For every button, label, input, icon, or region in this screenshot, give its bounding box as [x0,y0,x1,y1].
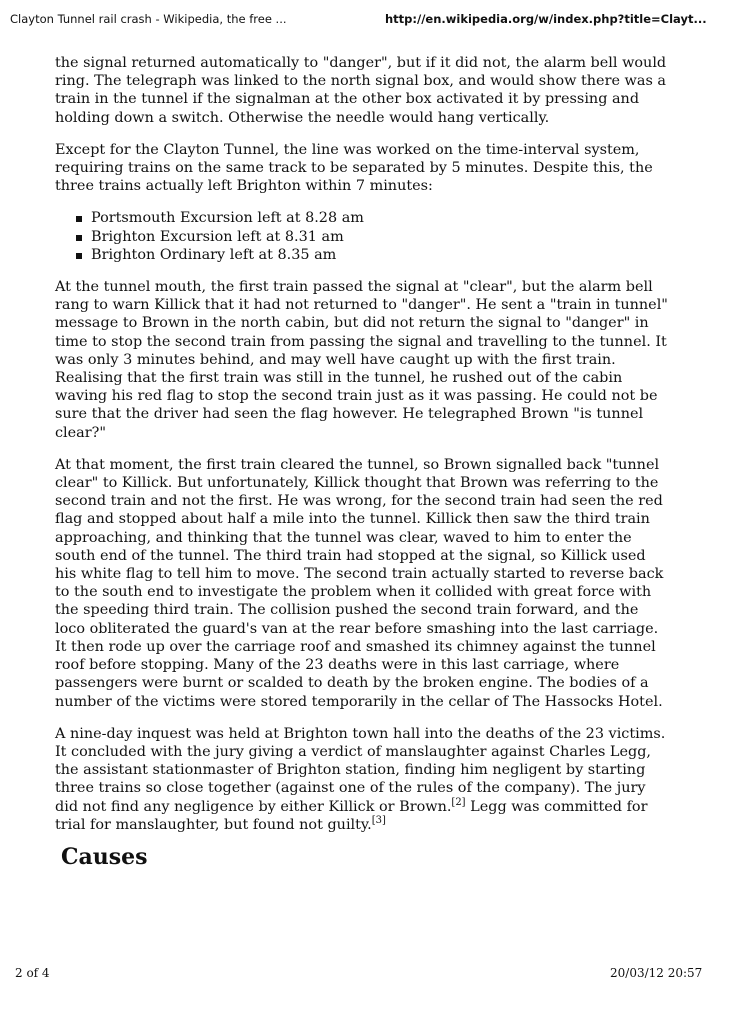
paragraph-time-interval: Except for the Clayton Tunnel, the line was worked on the time-interval system, requiring trains on the same track to be separated by 5 minutes. Despite this, the three trains actually left Brighton within 7 minutes: [55,141,653,195]
paragraph-collision: At that moment, the first train cleared the tunnel, so Brown signalled back "tunnel clear" to Killick. But unfortunately, Killick thought that Brown was referring to the second train and not the first. He was wrong, for the second train had seen the red flag and stopped about half a mile into the tunnel. Killick then saw the third train approaching, and thinking that the tunnel was clear, waved to him to enter the south end of the tunnel. The third train had stopped at the signal, so Killick used his white flag to tell him to move. The second train actually started to reverse back to the south end to investigate the problem when it collided with great force with the speeding third train. The collision pushed the second train forward, and the loco obliterated the guard's van at the rear before smashing into the last carriage. It then rode up over the carriage roof and smashed its chimney against the tunnel roof before stopping. Many of the 23 deaths were in this last carriage, where passengers were burnt or scalded to death by the broken engine. The bodies of a number of the victims were stored temporarily in the cellar of The Hassocks Hotel. [55,456,664,710]
list-item: Portsmouth Excursion left at 8.28 am [76,209,670,227]
reference-link-2[interactable]: [2] [451,796,466,808]
reference-link-3[interactable]: [3] [371,814,386,826]
page-number: 2 of 4 [15,966,50,980]
paragraph-inquest: A nine-day inquest was held at Brighton town hall into the deaths of the 23 victims. It concluded with the jury giving a verdict of manslaughter against Charles Legg, the assistant stationmaster of Brighton station, finding him negligent by starting three trains so close together (against one of the rules of the company). The jury did not find any negligence by either Killick or Brown.[2] Legg was committed for trial for manslaughter, but found not guilty.[3] [55,725,666,833]
print-header [0,8,732,30]
list-item: Brighton Excursion left at 8.31 am [76,228,670,246]
bullet-icon [76,253,82,259]
bullet-icon [76,216,82,222]
print-timestamp: 20/03/12 20:57 [610,966,703,980]
paragraph-signal-alarm: the signal returned automatically to "danger", but if it did not, the alarm bell would ring. The telegraph was linked to the north signal box, and would show there was a train in the tunnel if the signalman at the other box activated it by pressing and holding down a switch. Otherwise the needle would hang vertically. [55,55,667,126]
page-url: http://en.wikipedia.org/w/index.php?title=Clayt... [385,12,707,26]
print-footer [0,966,732,986]
train-departures-list [55,209,670,264]
bullet-icon [76,235,82,241]
article-body [55,54,670,870]
list-item: Brighton Ordinary left at 8.35 am [76,246,670,264]
page-title: Clayton Tunnel rail crash - Wikipedia, the free ... [10,12,287,26]
paragraph-tunnel-mouth: At the tunnel mouth, the first train passed the signal at "clear", but the alarm bell rang to warn Killick that it had not returned to "danger". He sent a "train in tunnel" message to Brown in the north cabin, but did not return the signal to "danger" in time to stop the second train from passing the signal and travelling to the tunnel. It was only 3 minutes behind, and may well have caught up with the first train. Realising that the first train was still in the tunnel, he rushed out of the cabin waving his red flag to stop the second train just as it was passing. He could not be sure that the driver had seen the flag however. He telegraphed Brown "is tunnel clear?" [55,279,668,441]
section-heading-causes: Causes [61,843,148,870]
